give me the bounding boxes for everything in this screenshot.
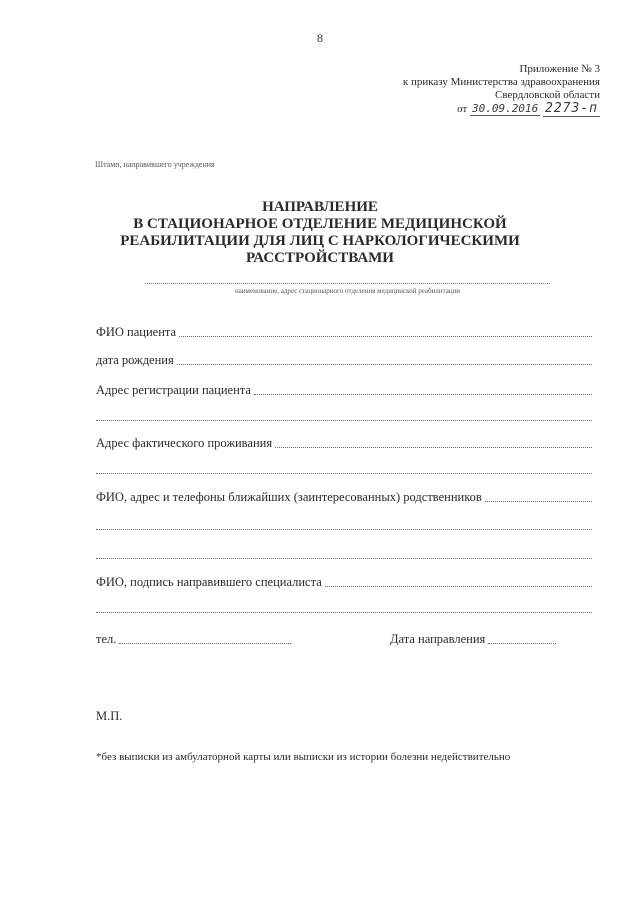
birth-date-fill-line[interactable] <box>177 362 592 365</box>
appendix-line-1: Приложение № 3 <box>519 63 600 75</box>
institution-caption: наименование, адрес стационарного отделения медицинской реабилитации <box>234 287 461 295</box>
order-number: 2273-п <box>545 101 598 116</box>
specialist-fill-line[interactable] <box>325 584 592 587</box>
relatives-extra-line-2[interactable] <box>96 558 592 559</box>
title-line-2: В СТАЦИОНАРНОЕ ОТДЕЛЕНИЕ МЕДИЦИНСКОЙ <box>133 216 507 232</box>
title-line-3: РЕАБИЛИТАЦИИ ДЛЯ ЛИЦ С НАРКОЛОГИЧЕСКИМИ <box>120 233 520 249</box>
patient-name-field[interactable] <box>96 325 592 340</box>
phone-field[interactable] <box>96 632 291 647</box>
appendix-block <box>403 63 600 116</box>
title-line-1: НАПРАВЛЕНИЕ <box>262 199 378 215</box>
appendix-line-2: к приказу Министерства здравоохранения <box>402 76 600 88</box>
phone-fill-line[interactable] <box>119 641 291 644</box>
referral-date-label: Дата направления <box>390 632 486 646</box>
footnote: *без выписки из амбулаторной карты или выписки из истории болезни недействительно <box>96 751 511 763</box>
actual-address-label: Адрес фактического проживания <box>96 436 273 450</box>
patient-name-label: ФИО пациента <box>96 325 177 339</box>
appendix-line-3: Свердловской области <box>495 89 600 101</box>
title-line-4: РАССТРОЙСТВАМИ <box>246 250 394 266</box>
institution-fill-line[interactable] <box>145 283 550 284</box>
relatives-field[interactable] <box>96 490 592 505</box>
seal-label: М.П. <box>96 709 123 723</box>
registration-address-fill-line[interactable] <box>254 392 592 395</box>
patient-name-fill-line[interactable] <box>179 334 592 337</box>
birth-date-label: дата рождения <box>96 353 174 367</box>
page-number: 8 <box>317 31 323 45</box>
referral-date-field[interactable] <box>390 632 556 647</box>
specialist-label: ФИО, подпись направившего специалиста <box>96 575 322 589</box>
appendix-order-line <box>403 102 600 116</box>
birth-date-field[interactable] <box>96 353 592 368</box>
registration-address-extra-line[interactable] <box>96 420 592 421</box>
document-title <box>60 199 580 267</box>
relatives-label: ФИО, адрес и телефоны ближайших (заинтересованных) родственников <box>96 490 482 504</box>
actual-address-fill-line[interactable] <box>275 445 592 448</box>
relatives-extra-line-1[interactable] <box>96 529 592 530</box>
specialist-field[interactable] <box>96 575 592 590</box>
actual-address-extra-line[interactable] <box>96 473 592 474</box>
stamp-label: Штамп, направившего учреждения <box>95 160 215 169</box>
order-from-label: от <box>457 103 468 115</box>
phone-label: тел. <box>96 632 117 646</box>
referral-date-fill-line[interactable] <box>488 641 556 644</box>
relatives-fill-line[interactable] <box>485 499 592 502</box>
specialist-extra-line[interactable] <box>96 612 592 613</box>
order-date: 30.09.2016 <box>472 102 539 115</box>
registration-address-label: Адрес регистрации пациента <box>96 383 251 397</box>
actual-address-field[interactable] <box>96 436 592 451</box>
registration-address-field[interactable] <box>96 383 592 398</box>
